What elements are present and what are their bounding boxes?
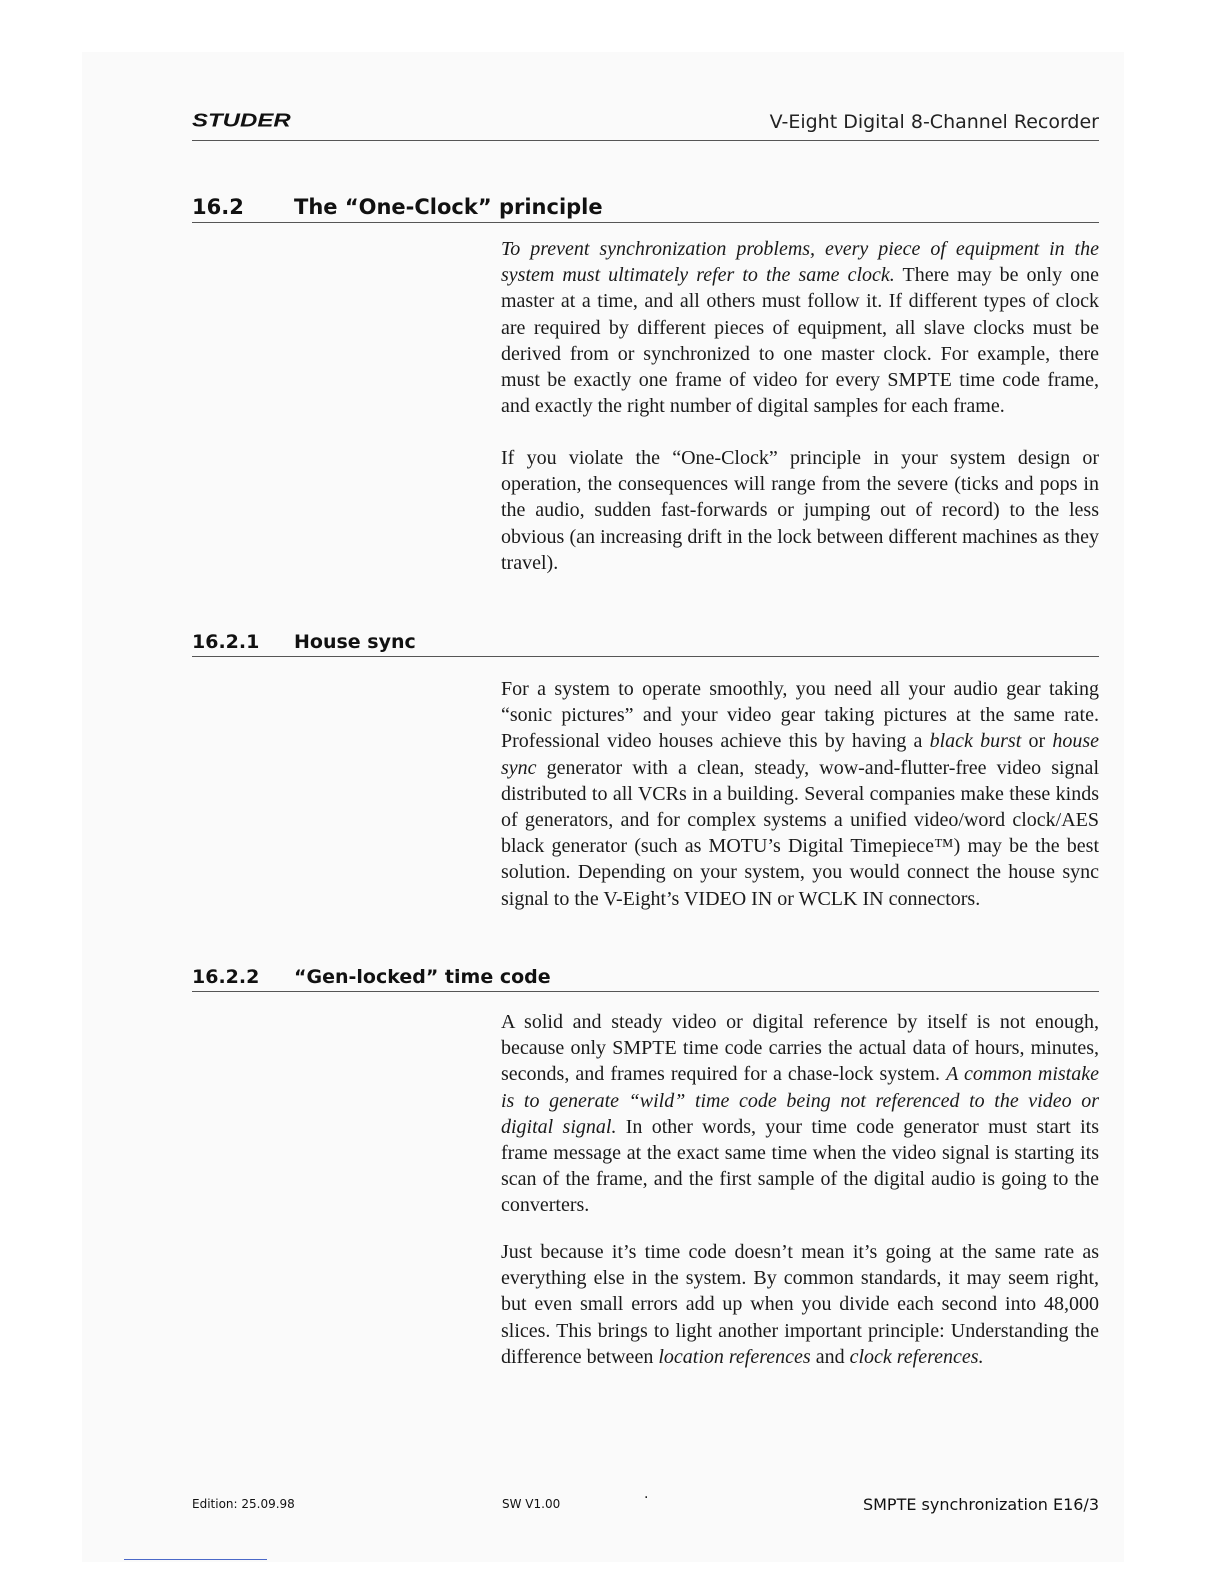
section-title: House sync [294, 631, 416, 653]
document-title: V-Eight Digital 8-Channel Recorder [769, 111, 1099, 133]
body-text: generator with a clean, steady, wow-and-flutter-free video signal distributed to all VCRs in a building. Several companies make these kinds of generators, and for complex systems a unified video/word clock/AES black generator (such as MOTU’s Digital Timepiece™) may be the best solution. Depending on your system, you would connect the house sync signal to the V-Eight’s VIDEO IN or WCLK IN connectors. [501, 756, 1099, 910]
section-number: 16.2.1 [192, 631, 260, 653]
page-reference: SMPTE synchronization E16/3 [862, 1495, 1099, 1514]
section-title: “Gen-locked” time code [294, 966, 551, 988]
section-heading-16-2-2 [192, 961, 1099, 992]
body-text: In other words, your time code generator must start its frame message at the exact same time when the video signal is starting its scan of the frame, and the first sample of the digital audio is going to the converters. [501, 1115, 1099, 1217]
paragraph [501, 676, 1099, 912]
emphasis-text: To prevent synchronization problems, every piece of equipment in the system must ultimately refer to the same clock. [501, 238, 1099, 287]
paragraph [501, 1009, 1099, 1219]
edition-label: Edition: 25.09.98 [192, 1497, 295, 1511]
body-text: and [810, 1345, 850, 1368]
footer-dot: · [644, 1490, 649, 1506]
emphasis-text: house sync [501, 730, 1099, 779]
emphasis-text: location references [658, 1345, 811, 1368]
page-header [192, 108, 1099, 141]
section-heading-16-2-1 [192, 626, 1099, 657]
emphasis-text: A common mistake is to generate “wild” time code being not referenced to the video or digital signal. [501, 1063, 1099, 1138]
body-text: or [1021, 730, 1053, 753]
bottom-link-underline [124, 1559, 267, 1560]
paragraph [501, 1239, 1099, 1370]
body-text: If you violate the “One-Clock” principle in your system design or operation, the consequences will range from the severe (ticks and pops in the audio, sudden fast-forwards or jumping out of record) to the less obvious (an increasing drift in the lock between different machines as they travel). [501, 447, 1099, 574]
section-number: 16.2 [192, 195, 244, 219]
section-title: The “One-Clock” principle [294, 195, 603, 219]
paragraph [501, 236, 1099, 419]
body-text: Just because it’s time code doesn’t mean it’s going at the same rate as everything else in the system. By common standards, it may seem right, but even small errors add up when you divide each second into 48,000 slices. This brings to light another important principle: Understanding the difference between [501, 1241, 1099, 1368]
body-text: A solid and steady video or digital reference by itself is not enough, because only SMPTE time code carries the actual data of hours, minutes, seconds, and frames required for a chase-lock system. [501, 1011, 1099, 1086]
body-text: There may be only one master at a time, and all others must follow it. If different types of clock are required by different pieces of equipment, all slave clocks must be derived from or synchronized to one master clock. For example, there must be exactly one frame of video for every SMPTE time code frame, and exactly the right number of digital samples for each frame. [501, 264, 1100, 418]
emphasis-text: black burst [929, 730, 1022, 753]
body-text: For a system to operate smoothly, you need all your audio gear taking “sonic pictures” and your video gear taking pictures at the same rate. Professional video houses achieve this by having a [501, 678, 1099, 753]
section-number: 16.2.2 [192, 966, 260, 988]
emphasis-text: clock references. [849, 1345, 984, 1368]
section-heading-16-2 [192, 190, 1099, 223]
studer-logo: STUDER [192, 110, 291, 132]
paragraph [501, 445, 1099, 576]
software-version: SW V1.00 [502, 1497, 561, 1511]
